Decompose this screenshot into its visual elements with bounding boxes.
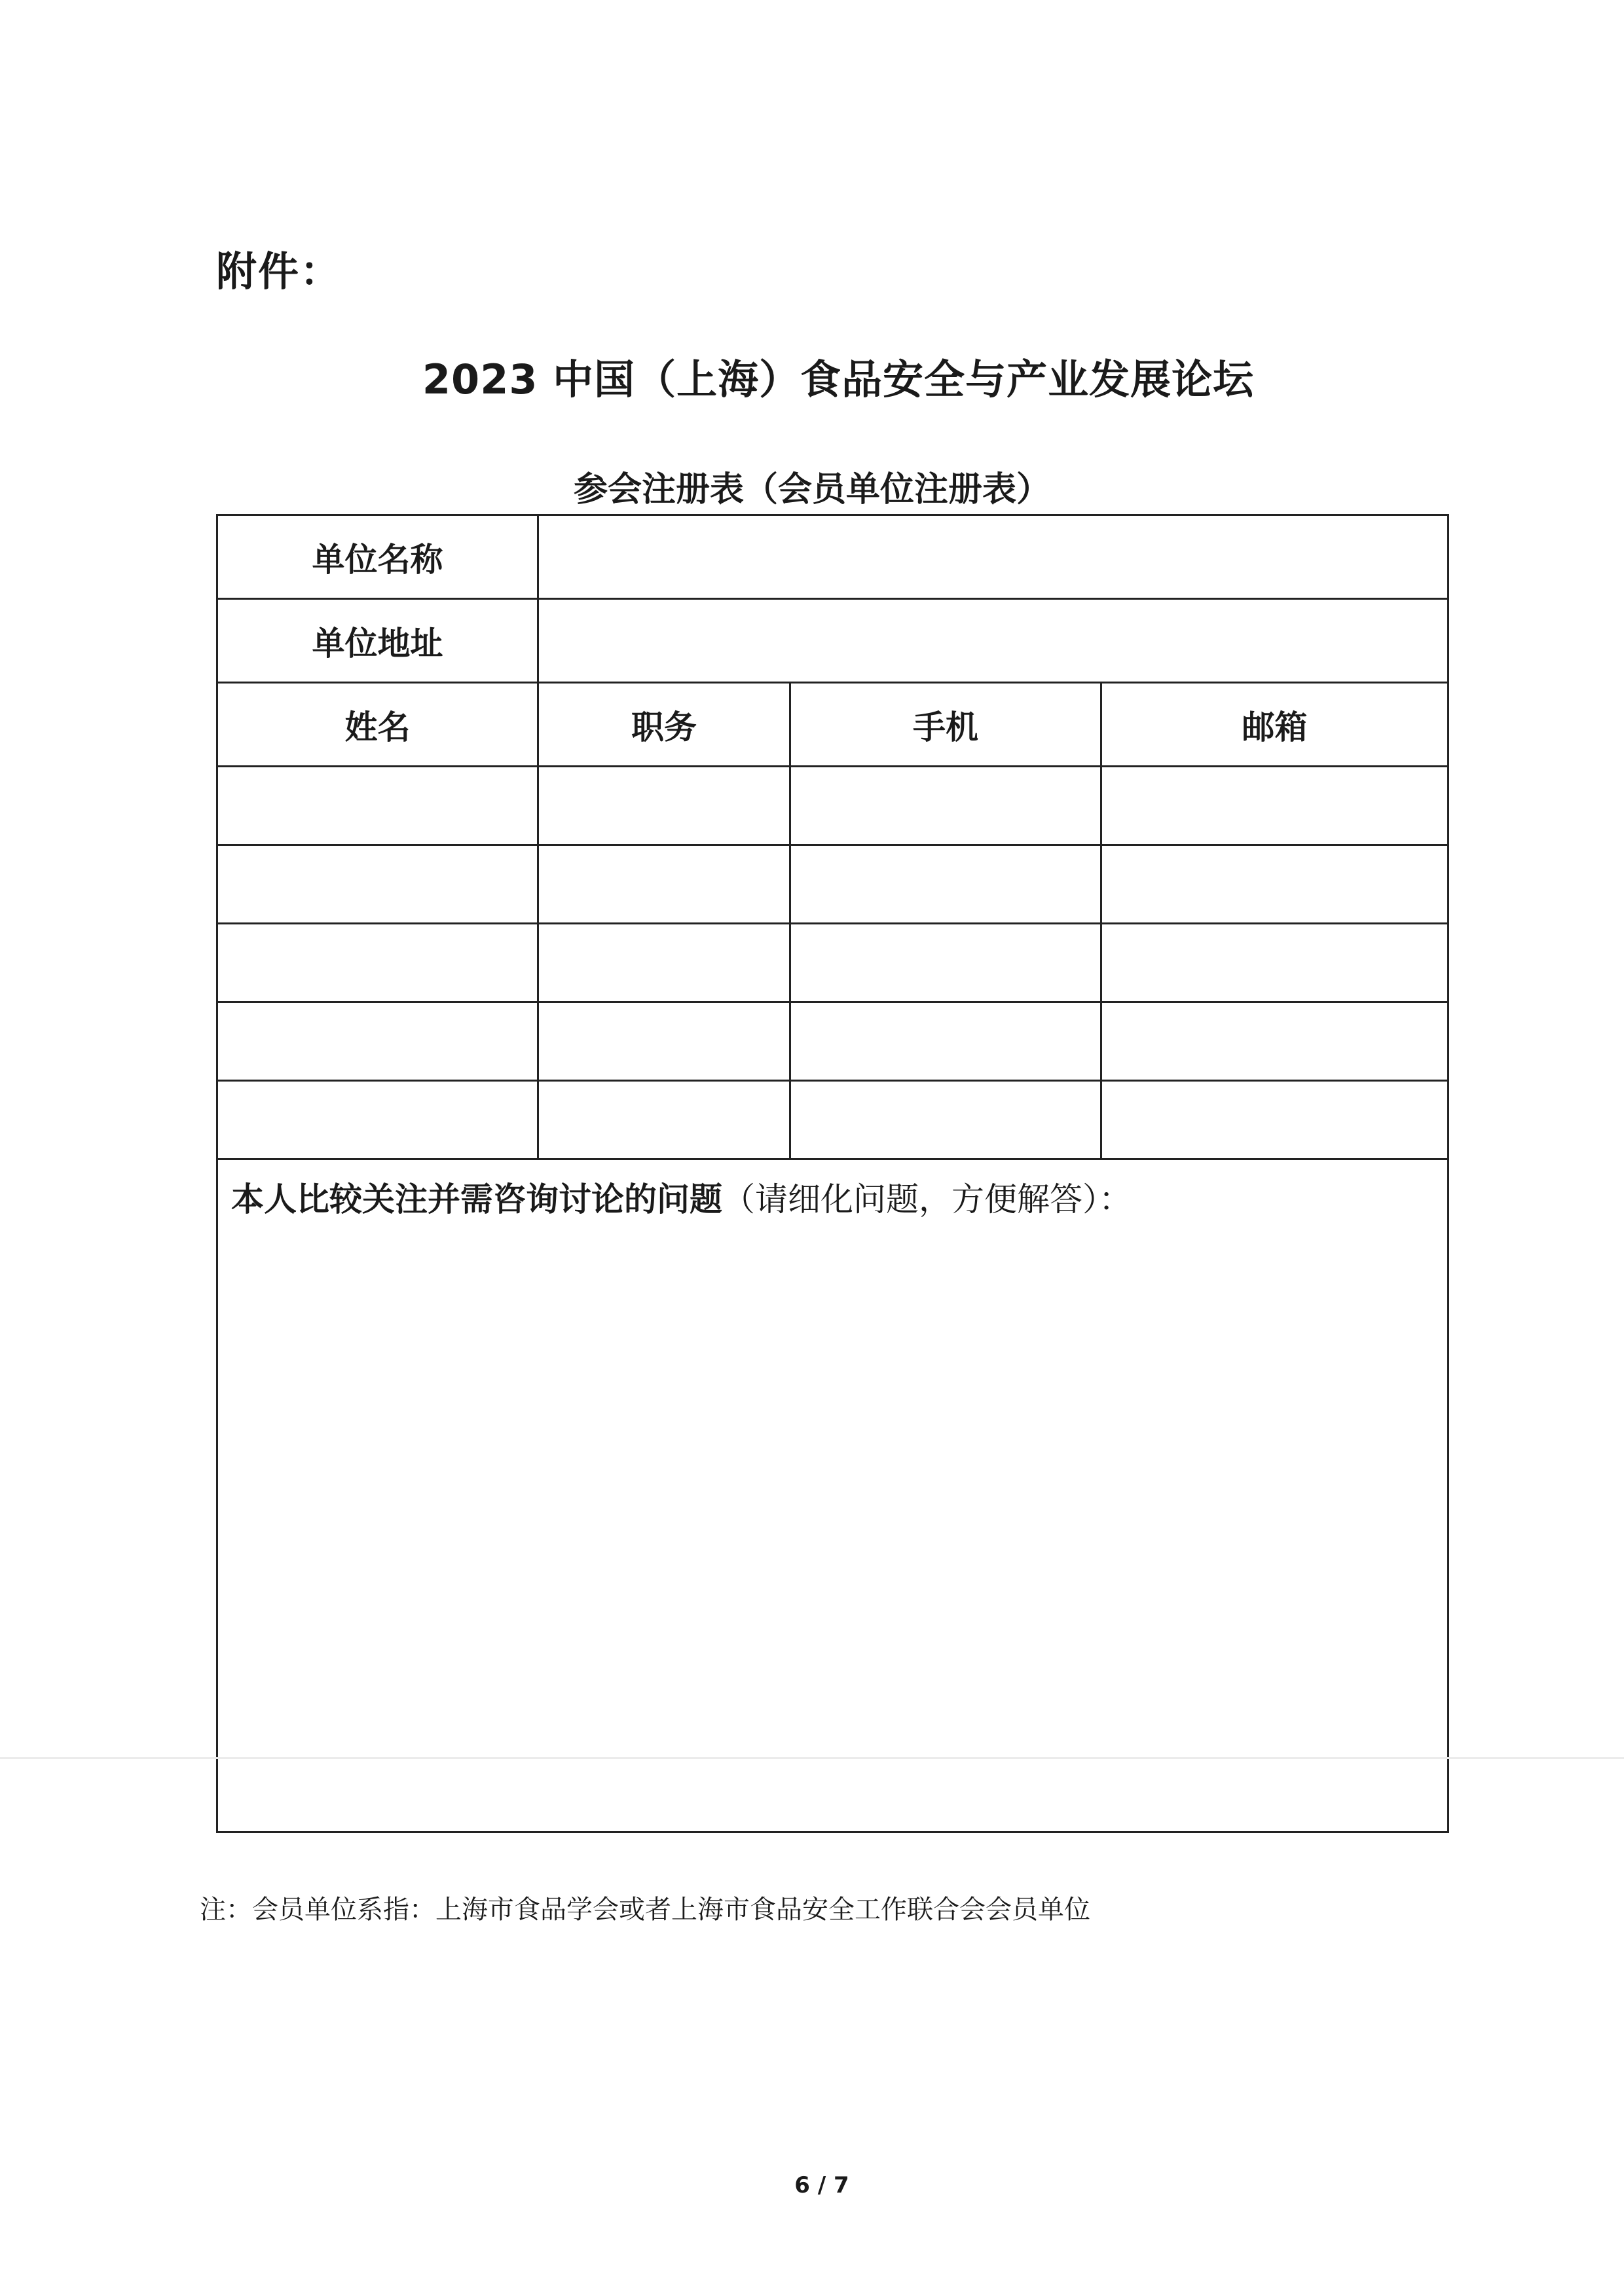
unit-address-row — [217, 599, 1449, 683]
attendee-position-field[interactable] — [538, 767, 790, 845]
unit-address-label: 单位地址 — [217, 599, 538, 683]
attachment-label: 附件： — [216, 247, 342, 295]
attendee-position-field[interactable] — [538, 924, 790, 1002]
attendee-name-field[interactable] — [217, 1002, 538, 1081]
attendee-name-field[interactable] — [217, 1081, 538, 1159]
unit-name-field[interactable] — [538, 515, 1449, 599]
attendee-header-row — [217, 683, 1449, 767]
questions-hint: （请细化问题，方便解答）： — [722, 1180, 1132, 1218]
attendee-name-field[interactable] — [217, 767, 538, 845]
unit-name-row — [217, 515, 1449, 599]
footnote: 注：会员单位系指：上海市食品学会或者上海市食品安全工作联合会会员单位 — [200, 1895, 1090, 1925]
questions-label — [218, 1160, 1447, 1219]
attendee-mobile-field[interactable] — [790, 1081, 1101, 1159]
scan-artifact-line — [0, 1757, 1624, 1759]
attendee-row — [217, 924, 1449, 1002]
registration-form-table — [216, 514, 1449, 1833]
form-subtitle: 参会注册表（会员单位注册表） — [573, 470, 1050, 509]
attendee-position-field[interactable] — [538, 1002, 790, 1081]
questions-field[interactable] — [217, 1159, 1449, 1832]
attendee-mobile-field[interactable] — [790, 1002, 1101, 1081]
attendee-email-field[interactable] — [1101, 1002, 1449, 1081]
attendee-row — [217, 1081, 1449, 1159]
attendee-name-field[interactable] — [217, 845, 538, 924]
attendee-name-field[interactable] — [217, 924, 538, 1002]
attendee-row — [217, 845, 1449, 924]
questions-row — [217, 1159, 1449, 1832]
unit-address-field[interactable] — [538, 599, 1449, 683]
attendee-email-field[interactable] — [1101, 767, 1449, 845]
questions-prompt: 本人比较关注并需咨询讨论的问题 — [231, 1180, 722, 1218]
attendee-row — [217, 1002, 1449, 1081]
attendee-email-field[interactable] — [1101, 1081, 1449, 1159]
attendee-row — [217, 767, 1449, 845]
attendee-position-field[interactable] — [538, 845, 790, 924]
attendee-mobile-field[interactable] — [790, 924, 1101, 1002]
column-header-mobile: 手机 — [790, 683, 1101, 767]
attendee-mobile-field[interactable] — [790, 767, 1101, 845]
attendee-mobile-field[interactable] — [790, 845, 1101, 924]
unit-name-label: 单位名称 — [217, 515, 538, 599]
document-title: 2023 中国（上海）食品安全与产业发展论坛 — [422, 355, 1255, 403]
attendee-email-field[interactable] — [1101, 845, 1449, 924]
column-header-position: 职务 — [538, 683, 790, 767]
attendee-position-field[interactable] — [538, 1081, 790, 1159]
page-number: 6 / 7 — [794, 2172, 849, 2198]
attendee-email-field[interactable] — [1101, 924, 1449, 1002]
column-header-email: 邮箱 — [1101, 683, 1449, 767]
column-header-name: 姓名 — [217, 683, 538, 767]
